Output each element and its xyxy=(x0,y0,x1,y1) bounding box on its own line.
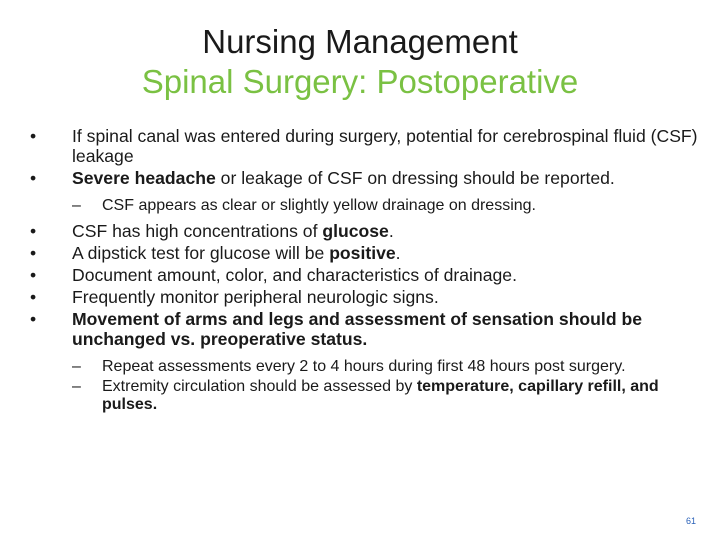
title-block xyxy=(0,22,720,102)
bullet-bold-text: Severe headache xyxy=(72,168,216,188)
bullet-text: Frequently monitor peripheral neurologic signs. xyxy=(72,287,439,307)
bullet-item xyxy=(30,309,700,349)
sub-bullet-item xyxy=(30,197,700,215)
sub-bullet-item xyxy=(30,358,700,376)
page-number: 61 xyxy=(685,516,696,526)
bullet-text: CSF has high concentrations of xyxy=(72,221,323,241)
bullet-marker: • xyxy=(30,309,37,329)
bullet-item xyxy=(30,221,700,241)
bullet-text: . xyxy=(388,221,394,241)
bullet-text: A dipstick test for glucose will be xyxy=(72,243,330,263)
bullet-marker: • xyxy=(30,126,37,146)
bullet-text: If spinal canal was entered during surgery, potential for cerebrospinal fluid (CSF) leakage xyxy=(72,126,698,166)
sub-bullet-marker: – xyxy=(72,378,81,395)
bullet-item xyxy=(30,126,700,166)
bullet-text: or leakage of CSF on dressing should be reported. xyxy=(215,168,615,188)
sub-bullet-marker: – xyxy=(72,358,81,375)
sub-bullet-marker: – xyxy=(72,197,81,214)
sub-bullet-text: Extremity circulation should be assessed by xyxy=(102,378,417,395)
bullet-bold-text: glucose xyxy=(322,221,389,241)
bullet-bold-text: positive xyxy=(329,243,396,263)
slide-title: Nursing Management xyxy=(202,23,518,60)
bullet-text: . xyxy=(395,243,401,263)
bullet-item xyxy=(30,243,700,263)
bullet-marker: • xyxy=(30,243,37,263)
bullet-bold-text: Movement of arms and legs and assessment of sensation should be unchanged vs. preoperative status. xyxy=(72,309,642,349)
bullet-list xyxy=(30,126,700,414)
sub-bullet-bold-text: temperature, capillary refill, and pulses. xyxy=(102,378,659,413)
bullet-item xyxy=(30,168,700,188)
slide-subtitle: Spinal Surgery: Postoperative xyxy=(141,63,579,100)
sub-bullet-item xyxy=(30,378,700,414)
bullet-item xyxy=(30,265,700,285)
bullet-item xyxy=(30,287,700,307)
bullet-marker: • xyxy=(30,287,37,307)
bullet-marker: • xyxy=(30,221,37,241)
sub-bullet-text: CSF appears as clear or slightly yellow drainage on dressing. xyxy=(102,197,536,214)
bullet-marker: • xyxy=(30,265,37,285)
bullet-text: Document amount, color, and characteristics of drainage. xyxy=(72,265,517,285)
sub-bullet-text: Repeat assessments every 2 to 4 hours during first 48 hours post surgery. xyxy=(102,358,626,375)
bullet-marker: • xyxy=(30,168,37,188)
